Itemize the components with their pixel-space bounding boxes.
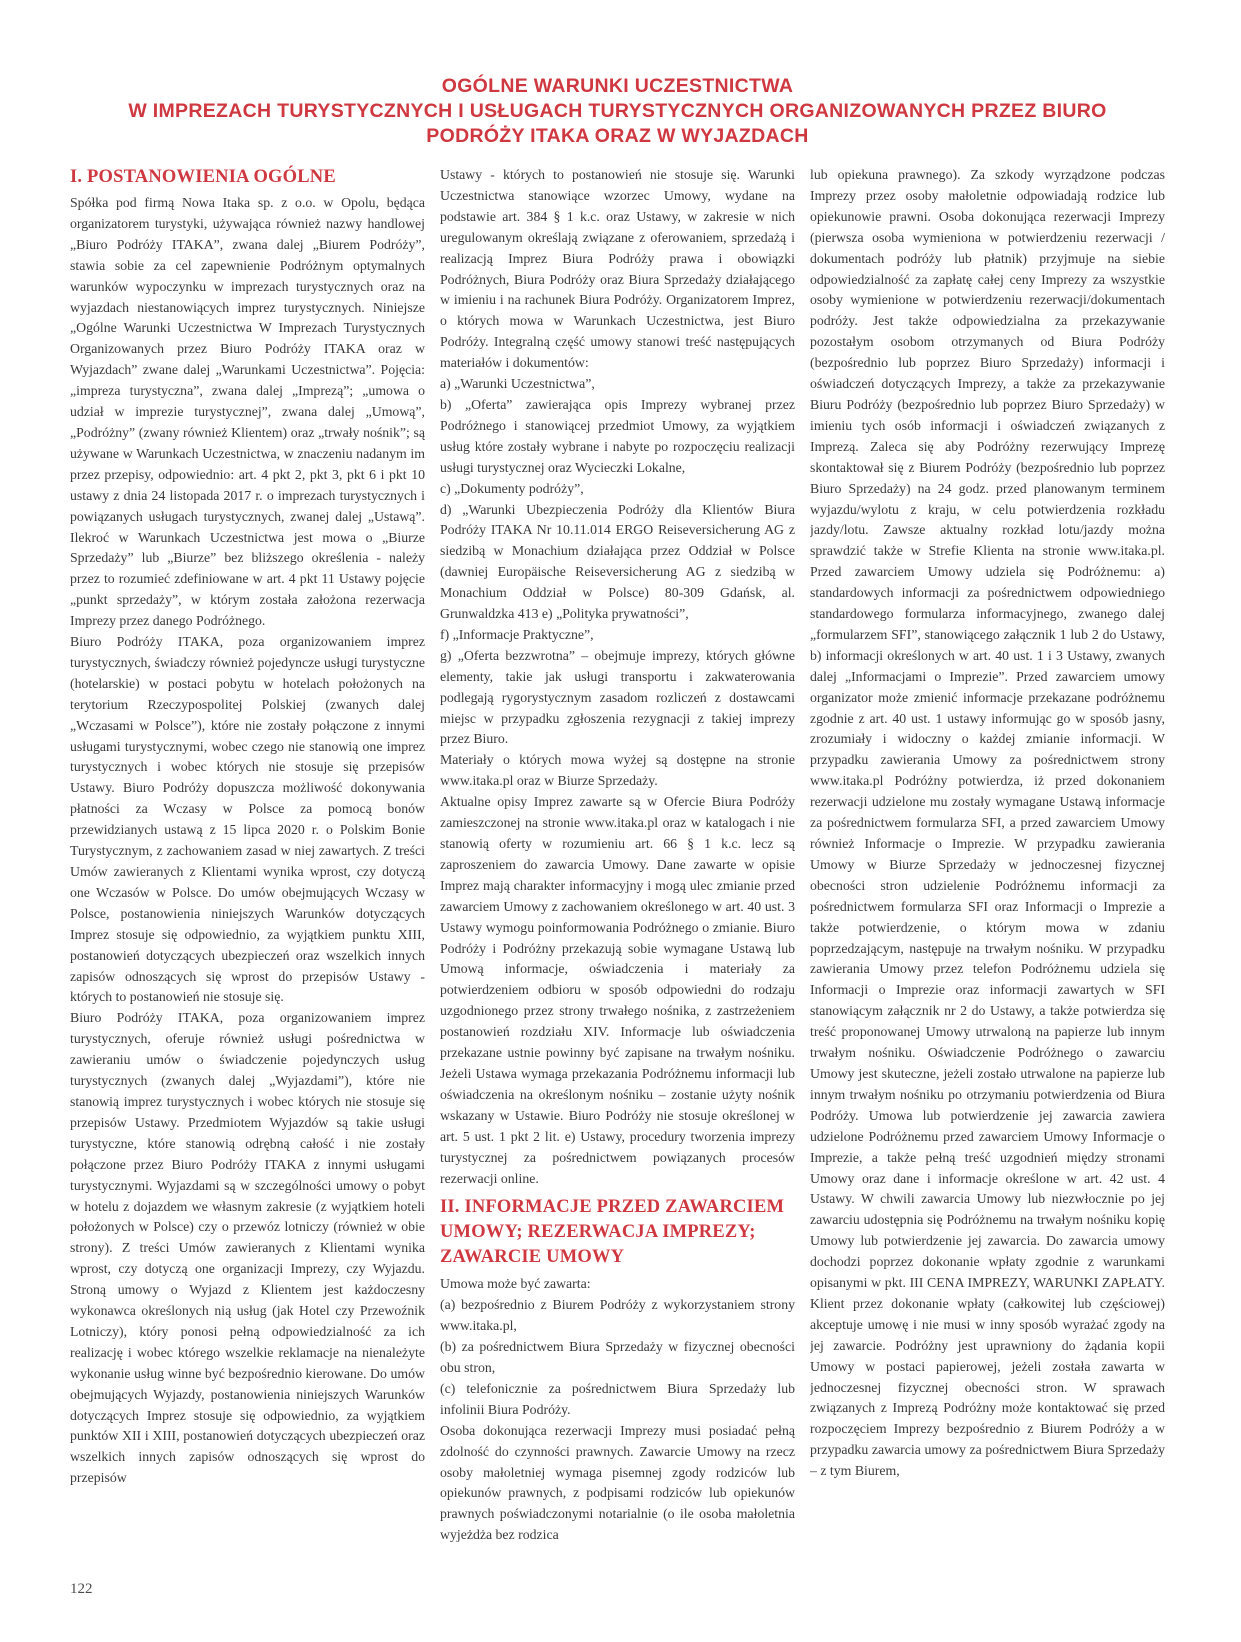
list-item-d: d) „Warunki Ubezpieczenia Podróży dla Klientów Biura Podróży ITAKA Nr 10.11.014 ERGO Reiseversicherung AG z siedzibą w Monachium działająca przez Oddział w Polsce (dawniej Europäische Reiseversicherung AG z siedzibą w Monachium Oddział w Polsce) 80-309 Gdańsk, al. Grunwaldzka 413 e) „Polityka prywatności”, xyxy=(440,501,795,622)
column-1 xyxy=(70,165,425,1550)
list-item-a: (a) bezpośrednio z Biurem Podróży z wykorzystaniem strony www.itaka.pl, xyxy=(440,1297,795,1334)
section-i-heading: I. POSTANOWIENIA OGÓLNE xyxy=(70,167,336,187)
paragraph: Umowa może być zawarta: xyxy=(440,1276,591,1292)
paragraph: Spółka pod firmą Nowa Itaka sp. z o.o. w Opolu, będąca organizatorem turystyki, używająca również nazwy handlowej „Biuro Podróży ITAKA”, zwana dalej „Biurem Podróży”, stawia sobie za cel zapewnienie Podróżnym optymalnych warunków wypoczynku w imprezach turystycznych oraz na wyjazdach niestanowiących imprez turystycznych. Niniejsze „Ogólne Warunki Uczestnictwa W Imprezach Turystycznych Organizowanych przez Biuro Podróży ITAKA oraz w Wyjazdach” zwane dalej „Warunkami Uczestnictwa”. Pojęcia: „impreza turystyczna”, zwana dalej „Imprezą”; „umowa o udział w imprezie turystycznej”, zwana dalej „Umową”, „Podróżny” (zwany również Klientem) oraz „trwały nośnik”; są używane w Warunkach Uczestnictwa, w znaczeniu nadanym im przez przepisy, odpowiednio: art. 4 pkt 2, pkt 3, pkt 6 i pkt 10 ustawy z dnia 24 listopada 2017 r. o imprezach turystycznych i powiązanych usługach turystycznych, zwanej dalej „Ustawą”. Ilekroć w Warunkach Uczestnictwa jest mowa o „Biurze Sprzedaży” lub „Biurze” bez bliższego określenia - należy przez to rozumieć zdefiniowane w art. 4 pkt 11 Ustawy pojęcie „punkt sprzedaży”, w którym została założona rezerwacja Imprezy przez danego Podróżnego. xyxy=(70,195,425,629)
list-item-b: (b) za pośrednictwem Biura Sprzedaży w fizycznej obecności obu stron, xyxy=(440,1339,795,1376)
list-item-a: a) „Warunki Uczestnictwa”, xyxy=(440,376,595,392)
document-title-line-3: PODRÓŻY ITAKA ORAZ W WYJAZDACH xyxy=(426,125,809,147)
text-columns xyxy=(70,165,1165,1550)
page-number: 122 xyxy=(70,1581,93,1597)
section-ii-heading: II. INFORMACJE PRZED ZAWARCIEM UMOWY; REZERWACJA IMPREZY; ZAWARCIE UMOWY xyxy=(440,1197,785,1268)
list-item-g: g) „Oferta bezzwrotna” – obejmuje imprezy, których główne elementy, takie jak usługi transportu i zakwaterowania podlegają rygorystycznym zasadom rozliczeń z dostawcami miejsc w przypadku zgłoszenia rezygnacji z takiej imprezy przez Biuro. xyxy=(440,647,795,747)
paragraph: Osoba dokonująca rezerwacji Imprezy musi posiadać pełną zdolność do czynności prawnych. Zawarcie Umowy na rzecz osoby małoletniej wymaga pisemnej zgody rodziców lub opiekunów prawnych, z podpisami rodziców lub opiekunów prawnych poświadczonymi notarialnie (o ile osoba małoletnia wyjeżdża bez rodzica xyxy=(440,1422,795,1543)
list-item-c: (c) telefonicznie za pośrednictwem Biura Sprzedaży lub infolinii Biura Podróży. xyxy=(440,1380,795,1417)
list-item-f: f) „Informacje Praktyczne”, xyxy=(440,626,594,642)
paragraph: Biuro Podróży ITAKA, poza organizowaniem imprez turystycznych, oferuje również usługi pośrednictwa w zawieraniu umów o świadczenie pojedynczych usług turystycznych (zwanych dalej „Wyjazdami”), które nie stanowią imprez turystycznych i wobec których nie stosuje się przepisów Ustawy. Przedmiotem Wyjazdów są takie usługi turystyczne, które stanowią odrębną całość i nie zostały połączone przez Biuro Podróży ITAKA z innymi usługami turystycznymi. Wyjazdami są w szczególności umowy o pobyt w hotelu z dojazdem we własnym zakresie (z wyjątkiem hoteli położonych w Polsce) czy o przewóz lotniczy (również w obie strony). Z treści Umów zawieranych z Klientami wynika wprost, czy dotyczą one organizacji Imprezy, czy Wyjazdu. Stroną umowy o Wyjazd z Klientem jest każdoczesny wykonawca określonych nią usług (jak Hotel czy Przewoźnik Lotniczy), który ponosi pełną odpowiedzialność za ich realizację i wobec którego wszelkie reklamacje na nienależyte wykonanie usług winne być bezpośrednio kierowane. Do umów obejmujących Wyjazdy, postanowienia niniejszych Warunków dotyczących Imprez stosuje się odpowiednio, za wyjątkiem punktów XII i XIII, postanowień dotyczących ubezpieczeń oraz wszelkich innych zapisów odnoszących się wprost do przepisów xyxy=(70,1010,425,1486)
paragraph: Ustawy - których to postanowień nie stosuje się. Warunki Uczestnictwa stanowiące wzorzec Umowy, wydane na podstawie art. 384 § 1 k.c. oraz Ustawy, w zakresie w nich uregulowanym określają związane z oferowaniem, sprzedażą i realizacją Imprez Biura Podróży prawa i obowiązki Podróżnych, Biura Podróży oraz Biura Sprzedaży działającego w imieniu i na rachunek Biura Podróży. Organizatorem Imprez, o których mowa w Warunkach Uczestnictwa, jest Biuro Podróży. Integralną część umowy stanowi treść następujących materiałów i dokumentów: xyxy=(440,167,795,371)
paragraph: Aktualne opisy Imprez zawarte są w Ofercie Biura Podróży zamieszczonej na stronie www.itaka.pl oraz w katalogach i nie stanowią oferty w rozumieniu art. 66 § 1 k.c. lecz są zaproszeniem do zawarcia Umowy. Dane zawarte w opisie Imprez mają charakter informacyjny i mogą ulec zmianie przed zawarciem Umowy z zachowaniem określonego w art. 40 ust. 3 Ustawy wymogu poinformowania Podróżnego o zmianie. Biuro Podróży i Podróżny przekazują sobie wymagane Ustawą lub Umową informacje, oświadczenia i materiały za potwierdzeniem odbioru w sposób odpowiedni do rodzaju uzgodnionego przez strony trwałego nośnika, z zastrzeżeniem postanowień rozdziału XIV. Informacje lub oświadczenia przekazane ustnie powinny być zapisane na trwałym nośniku. Jeżeli Ustawa wymaga przekazania Podróżnemu informacji lub oświadczenia na określonym nośniku – zostanie użyty nośnik wskazany w Ustawie. Biuro Podróży nie stosuje określonej w art. 5 ust. 1 pkt 2 lit. e) Ustawy, procedury tworzenia imprezy turystycznej za pośrednictwem powiązanych procesów rezerwacji online. xyxy=(440,794,795,1186)
document-title-line-2: W IMPREZACH TURYSTYCZNYCH I USŁUGACH TURYSTYCZNYCH ORGANIZOWANYCH PRZEZ BIURO xyxy=(128,100,1107,122)
column-2 xyxy=(440,165,795,1550)
document-title-line-1: OGÓLNE WARUNKI UCZESTNICTWA xyxy=(441,75,794,97)
paragraph: Materiały o których mowa wyżej są dostępne na stronie www.itaka.pl oraz w Biurze Sprzedaży. xyxy=(440,752,795,789)
list-item-c: c) „Dokumenty podróży”, xyxy=(440,480,584,496)
column-3 xyxy=(810,165,1165,1550)
list-item-b: b) „Oferta” zawierająca opis Imprezy wybranej przez Podróżnego i stanowiącej przedmiot Umowy, za wyjątkiem usług które zostały wybrane i nabyte po rozpoczęciu realizacji usługi turystycznej oraz Wycieczki Lokalne, xyxy=(440,396,795,475)
paragraph: Biuro Podróży ITAKA, poza organizowaniem imprez turystycznych, świadczy również pojedyncze usługi turystyczne (hotelarskie) w postaci pobytu w hotelach położonych na terytorium Rzeczypospolitej Polskiej (zwanych dalej „Wczasami w Polsce”), które nie zostały połączone z innymi usługami turystycznymi, wobec czego nie stanowią one imprez turystycznych i wobec których nie stosuje się przepisów Ustawy. Biuro Podróży dopuszcza możliwość dokonywania płatności za Wczasy w Polsce za pomocą bonów przewidzianych ustawą z 15 lipca 2020 r. o Polskim Bonie Turystycznym, z zachowaniem zasad w niej zawartych. Z treści Umów zawieranych z Klientami wynika wprost, czy dotyczą one Wczasów w Polsce. Do umów obejmujących Wczasy w Polsce, postanowienia niniejszych Warunków dotyczących Imprez stosuje się odpowiednio, za wyjątkiem punktu XIII, postanowień dotyczących ubezpieczeń oraz wszelkich innych zapisów odnoszących się wprost do przepisów Ustawy - których to postanowień nie stosuje się. xyxy=(70,634,425,1005)
document-title xyxy=(70,74,1165,149)
paragraph: lub opiekuna prawnego). Za szkody wyrządzone podczas Imprezy przez osoby małoletnie odpowiadają rodzice lub opiekunowie prawni. Osoba dokonująca rezerwacji Imprezy (pierwsza osoba wymieniona w potwierdzeniu rezerwacji / dokumentach podróży lub płatnik) przyjmuje na siebie odpowiedzialność za zapłatę całej ceny Imprezy za wszystkie osoby wymienione w potwierdzeniu rezerwacji/dokumentach podróży. Jest także odpowiedzialna za przekazywanie pozostałym osobom otrzymanych od Biura Podróży (bezpośrednio lub poprzez Biuro Sprzedaży) informacji i oświadczeń dotyczących Imprezy, a także za przekazywanie Biuru Podróży (bezpośrednio lub poprzez Biuro Sprzedaży) w imieniu tych osób informacji i oświadczeń związanych z Imprezą. Zaleca się aby Podróżny rezerwujący Imprezę skontaktował się z Biurem Podróży (bezpośrednio lub poprzez Biuro Sprzedaży) na 24 godz. przed planowanym terminem wyjazdu/wylotu z kraju, w celu potwierdzenia rozkładu jazdy/lotu. Zawsze aktualny rozkład lotu/jazdy można sprawdzić także w Strefie Klienta na stronie www.itaka.pl. Przed zawarciem Umowy udziela się Podróżnemu: a) standardowych informacji za pośrednictwem odpowiedniego standardowego formularza informacyjnego, zwanego dalej „formularzem SFI”, stanowiącego załącznik 1 lub 2 do Ustawy, b) informacji określonych w art. 40 ust. 1 i 3 Ustawy, zwanych dalej „Informacjami o Imprezie”. Przed zawarciem umowy organizator może zmienić informacje przekazane podróżnemu zgodnie z art. 40 ust. 1 ustawy informując go w sposób jasny, zrozumiały i widoczny o każdej zmianie informacji. W przypadku zawierania Umowy za pośrednictwem strony www.itaka.pl Podróżny potwierdza, iż przed dokonaniem rezerwacji udzielone mu zostały wymagane Ustawą informacje za pośrednictwem formularza SFI, a przed zawarciem Umowy również Informacje o Imprezie. W przypadku zawierania Umowy w Biurze Sprzedaży w jednoczesnej fizycznej obecności stron udzielenie Podróżnemu informacji za pośrednictwem formularza SFI oraz Informacji o Imprezie a także potwierdzenie, o którym mowa w zdaniu poprzedzającym, następuje na trwałym nośniku. W przypadku zawierania Umowy przez telefon Podróżnemu udziela się Informacji o Imprezie oraz informacji zawartych w SFI stanowiącym załącznik nr 2 do Ustawy, a także potwierdza się treść proponowanej Umowy utrwaloną na papierze lub innym trwałym nośniku. Oświadczenie Podróżnego o zawarciu Umowy jest skuteczne, jeżeli zostało utrwalone na papierze lub innym trwałym nośniku po otrzymaniu potwierdzenia od Biura Podróży. Umowa lub potwierdzenie jej zawarcia zawiera udzielone Podróżnemu przed zawarciem Umowy Informacje o Imprezie, a także pełną treść uzgodnień między stronami Umowy oraz dane i informacje określone w art. 42 ust. 4 Ustawy. W chwili zawarcia Umowy lub niezwłocznie po jej zawarciu udostępnia się Podróżnemu na trwałym nośniku kopię Umowy lub potwierdzenie jej zawarcia. Do zawarcia umowy dochodzi poprzez dokonanie wpłaty zgodnie z warunkami opisanymi w pkt. III CENA IMPREZY, WARUNKI ZAPŁATY. Klient przez dokonanie wpłaty (całkowitej lub częściowej) akceptuje umowę i nie musi w inny sposób wyrażać zgody na jej zawarcie. Podróżny jest uprawniony do żądania kopii Umowy w postaci papierowej, jeżeli została zawarta w jednoczesnej fizycznej obecności stron. W sprawach związanych z Imprezą Podróżny może kontaktować się przed rozpoczęciem Imprezy bezpośrednio z Biurem Podróży a w przypadku zawarcia umowy za pośrednictwem Biura Sprzedaży – z tym Biurem, xyxy=(810,167,1165,1479)
